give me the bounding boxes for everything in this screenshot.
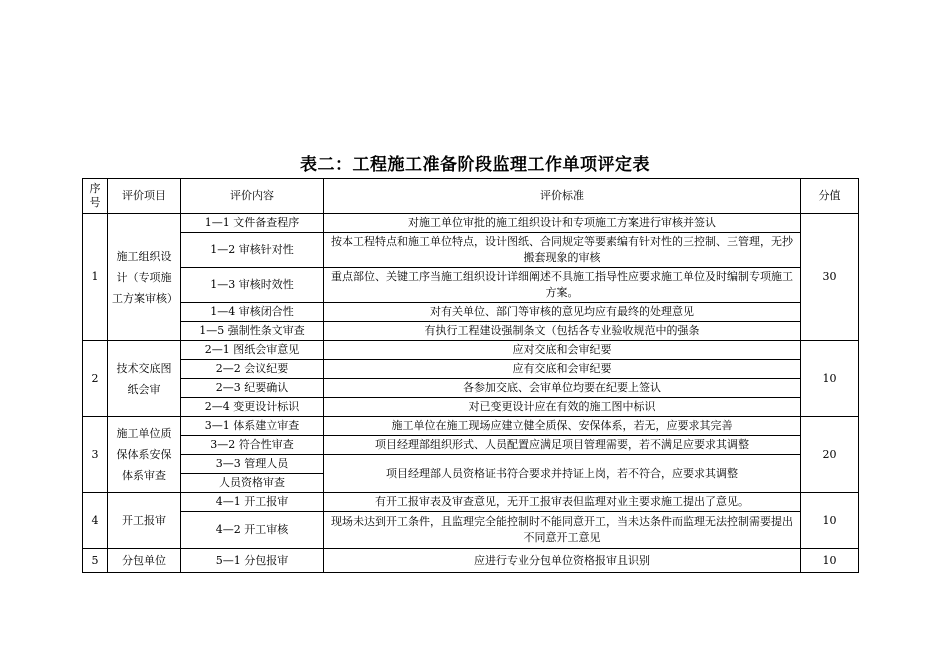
row-no: 1 [83, 214, 108, 341]
row-content: 1—2 审核针对性 [181, 233, 324, 268]
row-score: 10 [801, 341, 859, 417]
row-content: 2—2 会议纪要 [181, 360, 324, 379]
row-item: 分包单位 [108, 549, 181, 573]
row-standard: 对已变更设计应在有效的施工图中标识 [324, 398, 801, 417]
row-no: 5 [83, 549, 108, 573]
table-row [83, 214, 859, 233]
row-standard: 对施工单位审批的施工组织设计和专项施工方案进行审核并签认 [324, 214, 801, 233]
row-content: 1—5 强制性条文审查 [181, 322, 324, 341]
row-standard: 按本工程特点和施工单位特点，设计图纸、合同规定等要素编有针对性的三控制、三管理，无抄搬套现象的审核 [324, 233, 801, 268]
table-row [83, 436, 859, 455]
row-standard: 重点部位、关键工序当施工组织设计详细阐述不具施工指导性应要求施工单位及时编制专项施工方案。 [324, 268, 801, 303]
row-standard: 有开工报审表及审查意见，无开工报审表但监理对业主要求施工提出了意见。 [324, 493, 801, 512]
row-standard: 项目经理部组织形式、人员配置应满足项目管理需要，若不满足应要求其调整 [324, 436, 801, 455]
row-content: 1—3 审核时效性 [181, 268, 324, 303]
table-row [83, 303, 859, 322]
row-no: 2 [83, 341, 108, 417]
row-content: 3—3 管理人员 [181, 455, 324, 474]
table-header-row [83, 179, 859, 214]
table-row [83, 549, 859, 573]
table-row [83, 360, 859, 379]
row-content: 3—2 符合性审查 [181, 436, 324, 455]
row-standard: 各参加交底、会审单位均要在纪要上签认 [324, 379, 801, 398]
header-no: 序号 [83, 179, 108, 214]
table-row [83, 322, 859, 341]
table-row [83, 493, 859, 512]
row-content: 人员资格审查 [181, 474, 324, 493]
table-row [83, 268, 859, 303]
row-content: 4—1 开工报审 [181, 493, 324, 512]
row-content: 2—4 变更设计标识 [181, 398, 324, 417]
row-standard: 应进行专业分包单位资格报审且识别 [324, 549, 801, 573]
row-content: 3—1 体系建立审查 [181, 417, 324, 436]
table-row [83, 398, 859, 417]
row-content: 5—1 分包报审 [181, 549, 324, 573]
row-score: 10 [801, 493, 859, 549]
table-row [83, 233, 859, 268]
table-row [83, 417, 859, 436]
header-score: 分值 [801, 179, 859, 214]
row-no: 3 [83, 417, 108, 493]
header-standard: 评价标准 [324, 179, 801, 214]
row-standard: 应对交底和会审纪要 [324, 341, 801, 360]
row-standard: 对有关单位、部门等审核的意见均应有最终的处理意见 [324, 303, 801, 322]
table-row [83, 341, 859, 360]
table-row [83, 379, 859, 398]
row-content: 2—3 纪要确认 [181, 379, 324, 398]
document-title: 表二：工程施工准备阶段监理工作单项评定表 [300, 155, 650, 175]
row-content: 2—1 图纸会审意见 [181, 341, 324, 360]
row-score: 30 [801, 214, 859, 341]
row-score: 10 [801, 549, 859, 573]
table-row [83, 455, 859, 474]
row-item: 技术交底图纸会审 [108, 341, 181, 417]
row-content: 1—1 文件备查程序 [181, 214, 324, 233]
row-content: 4—2 开工审核 [181, 512, 324, 549]
header-item: 评价项目 [108, 179, 181, 214]
row-content: 1—4 审核闭合性 [181, 303, 324, 322]
table-row [83, 512, 859, 549]
row-standard: 现场未达到开工条件，且监理完全能控制时不能同意开工，当未达条件而监理无法控制需要提出不同意开工意见 [324, 512, 801, 549]
row-item: 施工单位质保体系安保体系审查 [108, 417, 181, 493]
row-item: 开工报审 [108, 493, 181, 549]
row-no: 4 [83, 493, 108, 549]
row-standard: 应有交底和会审纪要 [324, 360, 801, 379]
row-standard: 施工单位在施工现场应建立健全质保、安保体系，若无，应要求其完善 [324, 417, 801, 436]
row-score: 20 [801, 417, 859, 493]
evaluation-table [82, 178, 859, 573]
header-content: 评价内容 [181, 179, 324, 214]
row-standard: 项目经理部人员资格证书符合要求并持证上岗，若不符合，应要求其调整 [324, 455, 801, 493]
row-item: 施工组织设计（专项施工方案审核） [108, 214, 181, 341]
row-standard: 有执行工程建设强制条文（包括各专业验收规范中的强条 [324, 322, 801, 341]
